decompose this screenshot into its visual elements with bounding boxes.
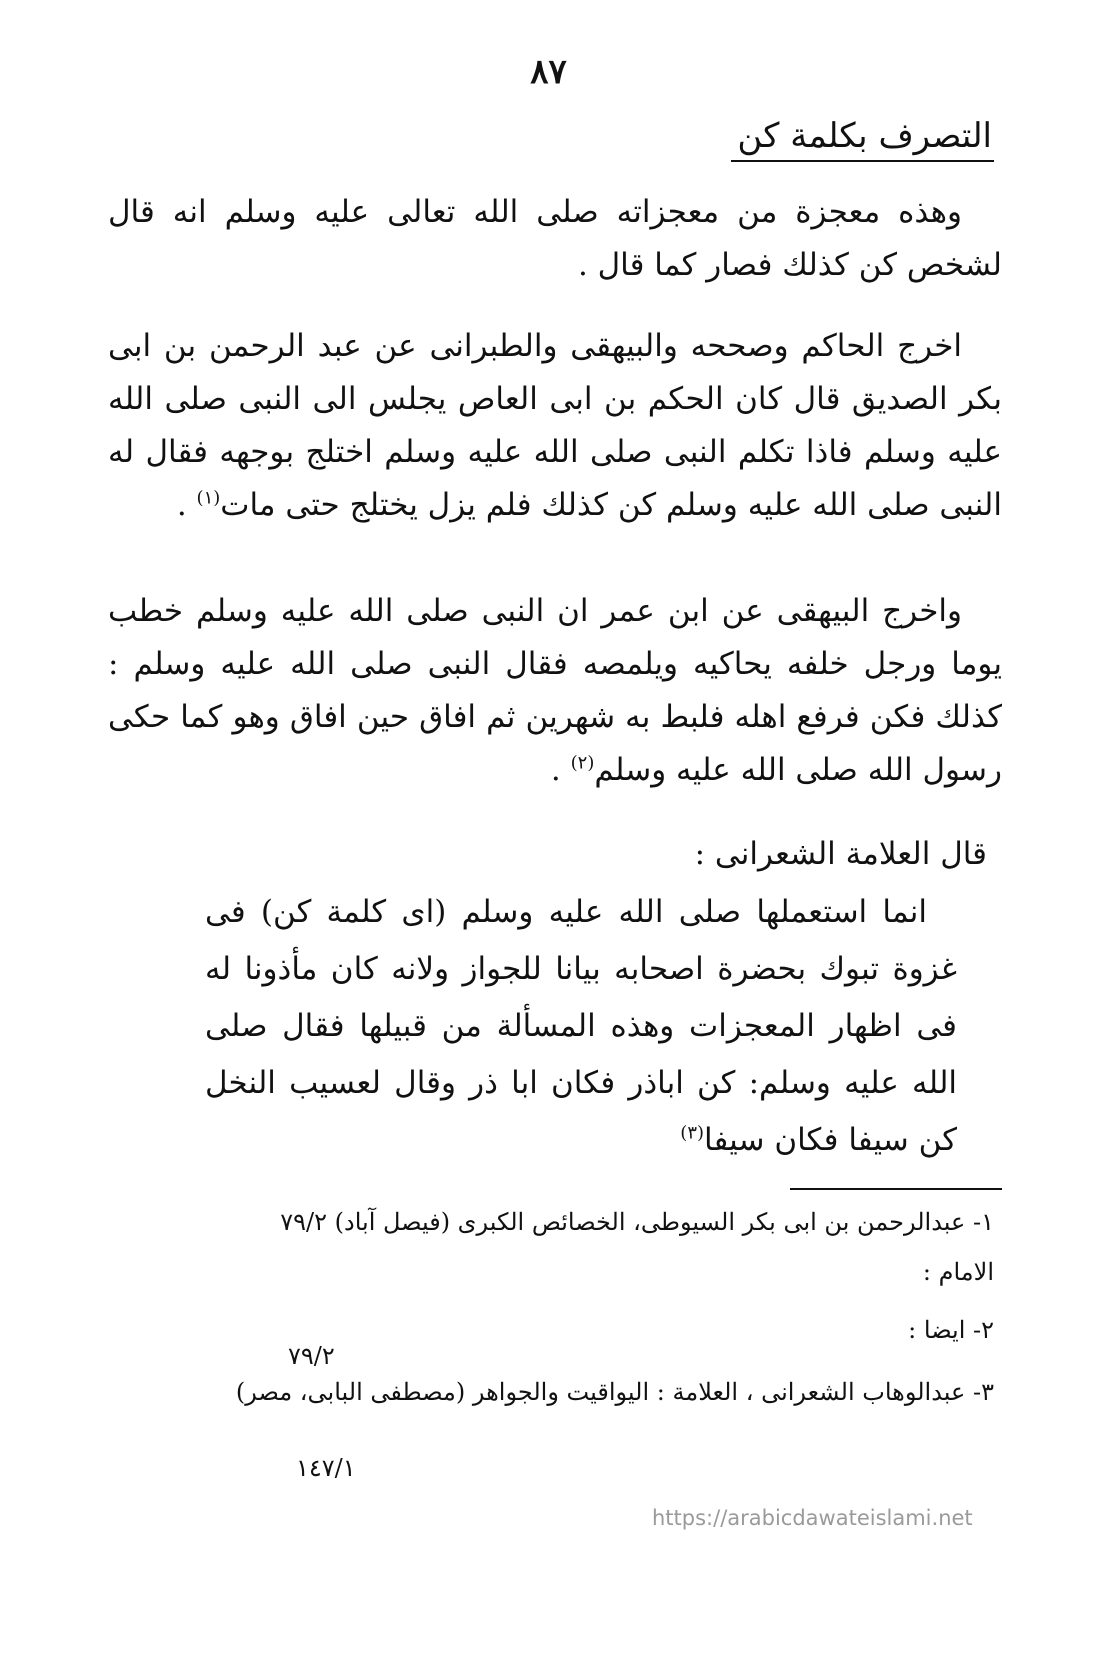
footnote-2: ٢- ايضا :	[908, 1316, 994, 1344]
footnote-1: ١- عبدالرحمن بن ابى بكر السيوطى، الخصائص الكبرى (فيصل آباد) ٧٩/٢	[280, 1208, 994, 1236]
paragraph-3	[108, 585, 1002, 797]
paragraph-1: وهذه معجزة من معجزاته صلى الله تعالى عليه وسلم انه قال لشخص كن كذلك فصار كما قال .	[108, 194, 1002, 283]
quote-text-para	[205, 884, 957, 1169]
paragraph-3-stop: .	[550, 752, 561, 788]
hadith-paragraph-2	[108, 585, 1002, 797]
paragraph-2-stop: .	[176, 487, 187, 523]
paragraph-3-text: واخرج البيهقى عن ابن عمر ان النبى صلى الله عليه وسلم خطب يوما ورجل خلفه يحاكيه ويلمصه فقال النبى صلى الله عليه وسلم : كذلك فكن فرفع اهله فلبط به شهرين ثم افاق حين افاق وهو كما حكى رسول الله صلى الله عليه وسلم	[108, 593, 1002, 788]
source-watermark: https://arabicdawateislami.net	[652, 1506, 973, 1530]
note-marker-3: (٣)	[680, 1122, 705, 1144]
paragraph-2	[108, 320, 1002, 532]
intro-paragraph	[108, 186, 1002, 292]
quote-intro-text: قال العلامة الشعرانى :	[694, 836, 987, 872]
page-number: ٨٧	[530, 52, 567, 92]
section-heading: التصرف بكلمة كن	[731, 116, 994, 162]
footnote-3-reference: ١٤٧/١	[296, 1454, 356, 1482]
quote-block	[205, 884, 957, 1169]
hadith-paragraph-1	[108, 320, 1002, 532]
note-marker-1: (١)	[196, 487, 221, 509]
footnote-1-continued: الامام :	[922, 1258, 994, 1286]
footnote-3: ٣- عبدالوهاب الشعرانى ، العلامة : اليواقيت والجواهر (مصطفى البابى، مصر)	[235, 1378, 994, 1406]
footnote-2-reference: ٧٩/٢	[288, 1342, 335, 1370]
note-marker-2: (٢)	[570, 752, 595, 774]
footnote-divider	[790, 1188, 1002, 1190]
quote-text: انما استعملها صلى الله عليه وسلم (اى كلمة كن) فى غزوة تبوك بحضرة اصحابه بيانا للجواز ولانه كان مأذونا له فى اظهار المعجزات وهذه المسألة من قبيلها فقال صلى الله عليه وسلم: كن اباذر فكان ابا ذر وقال لعسيب النخل كن سيفا فكان سيفا	[205, 894, 957, 1158]
paragraph-2-text: اخرج الحاكم وصححه والبيهقى والطبرانى عن عبد الرحمن بن ابى بكر الصديق قال كان الحكم بن ابى العاص يجلس الى النبى صلى الله عليه وسلم فاذا تكلم النبى صلى الله عليه وسلم اختلج بوجهه فقال له النبى صلى الله عليه وسلم كن كذلك فلم يزل يختلج حتى مات	[108, 328, 1002, 523]
quote-intro	[108, 828, 987, 881]
